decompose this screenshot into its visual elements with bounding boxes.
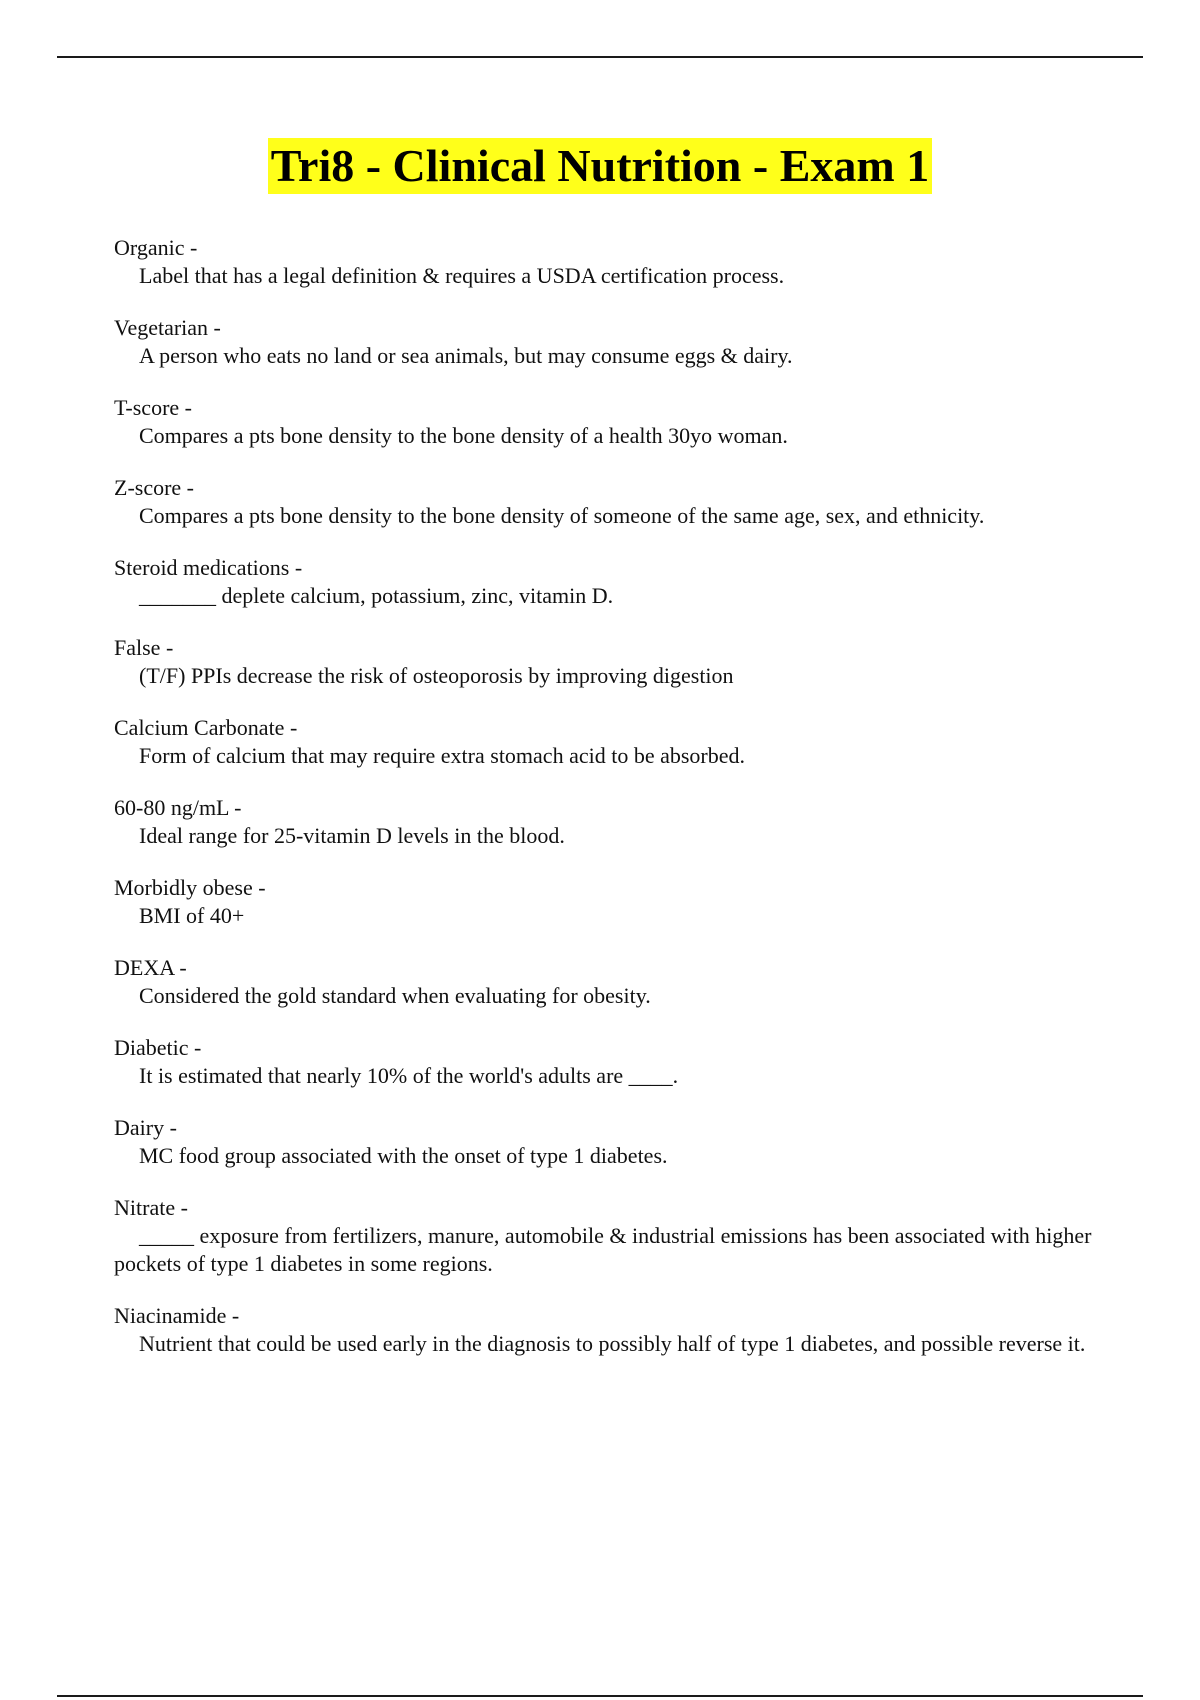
list-item	[114, 1194, 1124, 1278]
entry-term: Dairy -	[114, 1115, 177, 1140]
list-item	[114, 1114, 1124, 1170]
entry-term: False -	[114, 635, 174, 660]
entry-definition: Label that has a legal definition & requires a USDA certification process.	[139, 263, 785, 288]
entry-term: Vegetarian -	[114, 315, 221, 340]
entry-definition: It is estimated that nearly 10% of the world's adults are ____.	[139, 1063, 679, 1088]
entry-term: DEXA -	[114, 955, 187, 980]
entry-term: Steroid medications -	[114, 555, 303, 580]
entry-term: Morbidly obese -	[114, 875, 266, 900]
list-item	[114, 474, 1124, 530]
entry-term: Nitrate -	[114, 1195, 188, 1220]
entry-definition: Compares a pts bone density to the bone density of a health 30yo woman.	[139, 423, 788, 448]
flashcard-list	[114, 234, 1124, 1382]
entry-term: Calcium Carbonate -	[114, 715, 298, 740]
list-item	[114, 634, 1124, 690]
top-rule	[57, 56, 1143, 58]
entry-definition: BMI of 40+	[139, 903, 245, 928]
entry-definition: Considered the gold standard when evaluating for obesity.	[139, 983, 651, 1008]
list-item	[114, 874, 1124, 930]
entry-term: Organic -	[114, 235, 198, 260]
entry-term: Z-score -	[114, 475, 195, 500]
list-item	[114, 314, 1124, 370]
entry-definition: A person who eats no land or sea animals, but may consume eggs & dairy.	[139, 343, 793, 368]
entry-definition: (T/F) PPIs decrease the risk of osteoporosis by improving digestion	[139, 663, 734, 688]
bottom-rule	[57, 1695, 1143, 1697]
list-item	[114, 794, 1124, 850]
list-item	[114, 1302, 1124, 1358]
entry-definition: Form of calcium that may require extra stomach acid to be absorbed.	[139, 743, 746, 768]
entry-definition: _______ deplete calcium, potassium, zinc, vitamin D.	[139, 583, 614, 608]
list-item	[114, 554, 1124, 610]
entry-definition: Compares a pts bone density to the bone density of someone of the same age, sex, and ethnicity.	[139, 503, 985, 528]
list-item	[114, 714, 1124, 770]
entry-term: Diabetic -	[114, 1035, 202, 1060]
page-title: Tri8 - Clinical Nutrition - Exam 1	[268, 138, 932, 194]
entry-term: Niacinamide -	[114, 1303, 240, 1328]
entry-term: T-score -	[114, 395, 192, 420]
entry-definition: Ideal range for 25-vitamin D levels in the blood.	[139, 823, 565, 848]
entry-term: 60-80 ng/mL -	[114, 795, 242, 820]
entry-definition: _____ exposure from fertilizers, manure, automobile & industrial emissions has been associated with higher pockets of type 1 diabetes in some regions.	[114, 1223, 1092, 1276]
list-item	[114, 234, 1124, 290]
list-item	[114, 1034, 1124, 1090]
title-block	[0, 138, 1200, 194]
entry-definition: MC food group associated with the onset of type 1 diabetes.	[139, 1143, 668, 1168]
list-item	[114, 394, 1124, 450]
entry-definition: Nutrient that could be used early in the diagnosis to possibly half of type 1 diabetes, and possible reverse it.	[139, 1331, 1086, 1356]
list-item	[114, 954, 1124, 1010]
